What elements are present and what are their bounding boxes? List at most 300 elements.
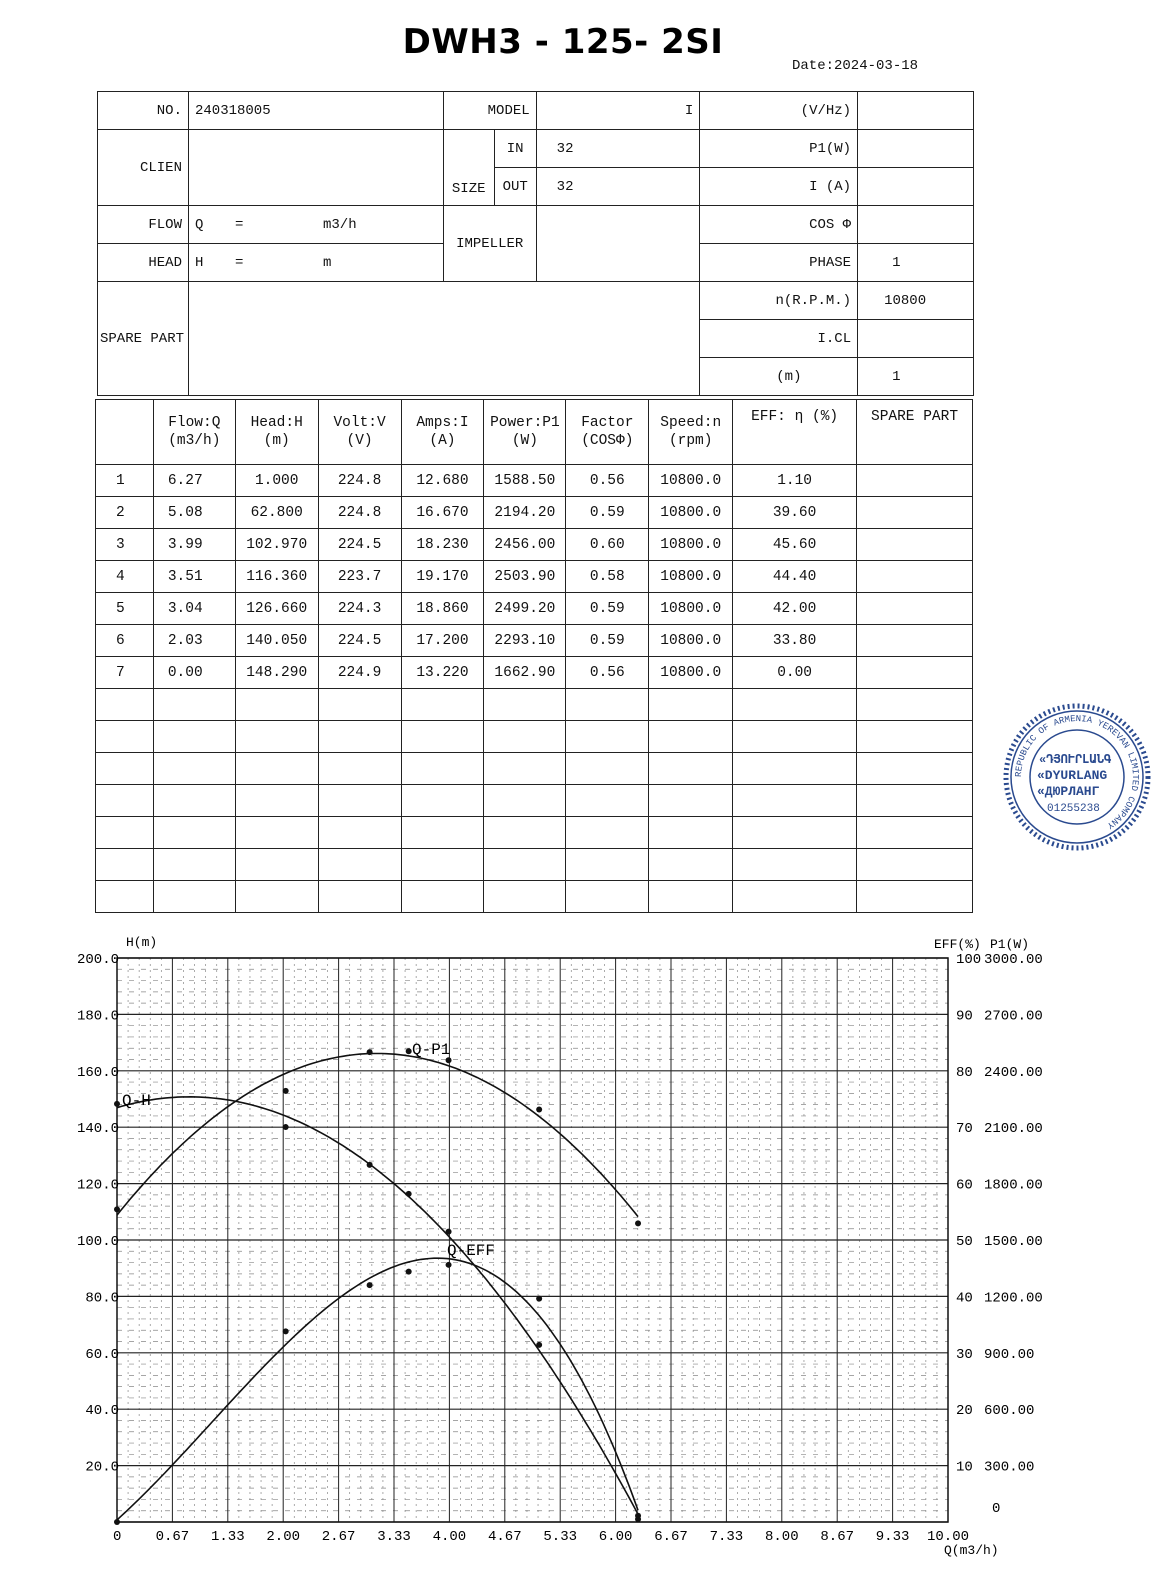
p1-tick-label: 2100.00 — [984, 1121, 1043, 1138]
y-tick-label: 120.0 — [76, 1177, 119, 1194]
table-cell — [566, 881, 649, 913]
p1-axis-title: P1(W) — [990, 937, 1030, 952]
table-cell — [566, 689, 649, 721]
empty-table-row — [96, 721, 973, 753]
column-header-title: Speed:n — [660, 415, 722, 431]
table-cell — [733, 689, 857, 721]
performance-chart — [0, 925, 1126, 1585]
table-cell — [96, 881, 154, 913]
table-cell — [484, 817, 566, 849]
table-cell — [96, 817, 154, 849]
table-cell — [857, 497, 973, 529]
spare-part-value — [188, 282, 699, 396]
head-eq: = — [234, 254, 244, 271]
table-cell: 0.58 — [566, 561, 649, 593]
table-cell — [401, 721, 484, 753]
column-header — [484, 400, 566, 465]
flow-unit: m3/h — [322, 216, 357, 233]
vhz-value — [858, 92, 974, 130]
table-header-row — [96, 400, 973, 465]
table-cell — [153, 753, 235, 785]
column-header-title: Amps:I — [416, 415, 469, 431]
table-row — [96, 593, 973, 625]
x-tick-label: 4.00 — [432, 1529, 467, 1545]
data-point-q-h — [406, 1191, 412, 1197]
table-cell — [857, 721, 973, 753]
table-row — [96, 657, 973, 689]
table-cell: 1 — [96, 465, 154, 497]
column-header — [235, 400, 318, 465]
x-tick-label: 6.00 — [598, 1529, 633, 1545]
table-cell — [401, 753, 484, 785]
empty-table-row — [96, 785, 973, 817]
phase-label: PHASE — [700, 244, 858, 282]
data-point-q-eff — [536, 1296, 542, 1302]
stamp-line-armenian: «ԴՅՈՒՐԼԱՆԳ — [1039, 753, 1112, 767]
eff-tick-label: 10 — [956, 1459, 973, 1476]
flow-value — [188, 206, 443, 244]
table-cell: 140.050 — [235, 625, 318, 657]
table-cell — [566, 849, 649, 881]
table-cell: 6.27 — [153, 465, 235, 497]
table-cell — [401, 817, 484, 849]
table-cell: 2499.20 — [484, 593, 566, 625]
table-cell: 224.5 — [318, 625, 401, 657]
eff-tick-label: 40 — [956, 1290, 973, 1307]
p1-tick-label: 900.00 — [984, 1346, 1035, 1363]
table-cell: 1.10 — [733, 465, 857, 497]
table-cell — [649, 785, 733, 817]
y-axis-title: H(m) — [126, 935, 158, 950]
table-cell — [857, 529, 973, 561]
table-cell — [96, 753, 154, 785]
y-tick-label: 140.0 — [76, 1121, 119, 1138]
client-label: CLIEN — [98, 130, 189, 206]
table-cell: 224.5 — [318, 529, 401, 561]
table-cell: 10800.0 — [649, 561, 733, 593]
report-date: Date:2024-03-18 — [792, 58, 919, 74]
table-cell — [649, 881, 733, 913]
table-cell — [96, 689, 154, 721]
column-header — [318, 400, 401, 465]
in-value: 32 — [536, 130, 700, 168]
table-cell — [96, 849, 154, 881]
series-label-q-p1: Q-P1 — [412, 1041, 451, 1059]
data-point-q-h — [283, 1124, 289, 1130]
table-cell: 223.7 — [318, 561, 401, 593]
data-point-q-p1 — [536, 1106, 542, 1112]
data-point-q-h — [114, 1101, 120, 1107]
p1-tick-label: 3000.00 — [984, 952, 1043, 968]
table-cell — [733, 721, 857, 753]
table-cell — [235, 817, 318, 849]
table-cell — [733, 753, 857, 785]
table-cell — [566, 785, 649, 817]
table-cell — [649, 721, 733, 753]
table-cell — [566, 817, 649, 849]
table-cell — [733, 817, 857, 849]
impeller-value — [536, 206, 700, 282]
table-cell — [153, 721, 235, 753]
table-cell: 33.80 — [733, 625, 857, 657]
table-cell — [649, 849, 733, 881]
column-header-title: SPARE PART — [871, 409, 959, 425]
x-tick-label: 6.67 — [654, 1529, 688, 1545]
eff-tick-label: 30 — [956, 1346, 973, 1363]
in-label: IN — [494, 130, 536, 168]
table-cell: 0.00 — [153, 657, 235, 689]
x-tick-label: 8.67 — [820, 1529, 855, 1545]
table-row — [96, 561, 973, 593]
table-cell: 7 — [96, 657, 154, 689]
table-cell — [235, 881, 318, 913]
table-cell — [649, 817, 733, 849]
table-cell: 0.56 — [566, 465, 649, 497]
column-header-unit: (m3/h) — [168, 433, 221, 449]
table-cell — [649, 753, 733, 785]
column-header-unit: (V) — [346, 433, 373, 449]
m-label: (m) — [700, 358, 858, 396]
p1-value — [858, 130, 974, 168]
table-cell — [96, 785, 154, 817]
x-tick-label: 0 — [113, 1529, 122, 1545]
table-cell: 18.230 — [401, 529, 484, 561]
table-cell — [484, 753, 566, 785]
table-cell: 2293.10 — [484, 625, 566, 657]
table-row — [96, 529, 973, 561]
no-label: NO. — [98, 92, 189, 130]
table-cell: 0.59 — [566, 593, 649, 625]
y-tick-label: 60.0 — [85, 1346, 119, 1363]
table-cell — [484, 849, 566, 881]
table-cell: 3.51 — [153, 561, 235, 593]
info-table — [97, 91, 974, 396]
current-label: I (A) — [700, 168, 858, 206]
table-cell — [857, 689, 973, 721]
column-header-title: Flow:Q — [168, 415, 221, 431]
table-cell: 0.60 — [566, 529, 649, 561]
column-header — [649, 400, 733, 465]
y-tick-label: 100.0 — [76, 1234, 119, 1250]
y-tick-label: 80.0 — [85, 1290, 119, 1307]
table-cell: 116.360 — [235, 561, 318, 593]
table-cell — [857, 849, 973, 881]
table-cell: 13.220 — [401, 657, 484, 689]
table-cell: 224.9 — [318, 657, 401, 689]
column-header-title: Head:H — [250, 415, 303, 431]
table-cell — [484, 721, 566, 753]
column-header-unit: (rpm) — [668, 433, 713, 449]
out-value: 32 — [536, 168, 700, 206]
table-cell — [235, 689, 318, 721]
table-cell: 3 — [96, 529, 154, 561]
stamp-line-cyrillic: «ДЮРЛАНГ — [1037, 784, 1100, 799]
table-row — [96, 497, 973, 529]
table-cell: 16.670 — [401, 497, 484, 529]
data-point-q-h — [536, 1342, 542, 1348]
x-tick-label: 3.33 — [377, 1529, 411, 1545]
stamp-line-latin: «DYURLANG — [1037, 768, 1108, 783]
m-value: 1 — [858, 358, 974, 396]
p1-tick-label: 2400.00 — [984, 1064, 1043, 1081]
stamp-number: 01255238 — [1047, 803, 1100, 815]
phase-value: 1 — [858, 244, 974, 282]
flow-eq: = — [234, 216, 244, 233]
spare-part-label: SPARE PART — [98, 282, 189, 396]
y-tick-label: 180.0 — [76, 1008, 119, 1025]
eff-tick-label: 20 — [956, 1403, 973, 1420]
table-cell: 1662.90 — [484, 657, 566, 689]
model-label: MODEL — [443, 92, 536, 130]
table-cell: 0.56 — [566, 657, 649, 689]
empty-table-row — [96, 849, 973, 881]
y-tick-label: 40.0 — [85, 1403, 119, 1420]
out-label: OUT — [494, 168, 536, 206]
x-tick-label: 5.33 — [543, 1529, 578, 1545]
table-cell: 5 — [96, 593, 154, 625]
table-cell: 3.99 — [153, 529, 235, 561]
series-label-q-eff: Q-EFF — [447, 1242, 496, 1260]
table-cell: 0.00 — [733, 657, 857, 689]
table-cell: 126.660 — [235, 593, 318, 625]
eff-tick-label: 70 — [956, 1121, 973, 1138]
table-cell: 0.59 — [566, 625, 649, 657]
table-cell: 10800.0 — [649, 593, 733, 625]
eff-tick-label: 100 — [956, 952, 982, 968]
table-cell — [153, 689, 235, 721]
table-cell — [235, 785, 318, 817]
series-label-q-h: Q-H — [122, 1092, 151, 1110]
x-tick-label: 0.67 — [155, 1529, 190, 1545]
x-tick-label: 9.33 — [875, 1529, 910, 1545]
x-axis-title: Q(m3/h) — [944, 1543, 999, 1558]
rpm-value: 10800 — [858, 282, 974, 320]
data-point-q-eff — [114, 1519, 120, 1525]
flow-label: FLOW — [98, 206, 189, 244]
column-header-title: Factor — [581, 415, 634, 431]
table-cell — [153, 785, 235, 817]
data-point-q-h — [367, 1162, 373, 1168]
data-point-q-eff — [367, 1282, 373, 1288]
client-value — [188, 130, 443, 206]
vhz-label: (V/Hz) — [700, 92, 858, 130]
rpm-label: n(R.P.M.) — [700, 282, 858, 320]
table-cell: 45.60 — [733, 529, 857, 561]
table-cell: 2.03 — [153, 625, 235, 657]
head-h: H — [194, 254, 204, 271]
p1-tick-label: 1800.00 — [984, 1177, 1043, 1194]
table-cell — [96, 721, 154, 753]
table-cell — [733, 881, 857, 913]
table-row — [96, 465, 973, 497]
test-data-table — [95, 399, 973, 913]
table-cell: 42.00 — [733, 593, 857, 625]
table-cell: 6 — [96, 625, 154, 657]
table-cell — [318, 753, 401, 785]
table-cell — [857, 593, 973, 625]
x-tick-label: 8.00 — [764, 1529, 799, 1545]
table-cell — [235, 849, 318, 881]
head-value — [188, 244, 443, 282]
table-cell — [649, 689, 733, 721]
impeller-label: IMPELLER — [443, 206, 536, 282]
table-cell — [318, 849, 401, 881]
data-point-q-eff — [635, 1513, 641, 1519]
table-cell: 224.8 — [318, 465, 401, 497]
column-header — [733, 400, 857, 465]
eff-tick-label: 50 — [956, 1234, 973, 1250]
p1-tick-label: 0 — [992, 1501, 1001, 1517]
eff-tick-label: 90 — [956, 1008, 973, 1025]
table-cell — [235, 753, 318, 785]
p1-tick-label: 1200.00 — [984, 1290, 1043, 1307]
cosphi-value — [858, 206, 974, 244]
data-point-q-p1 — [406, 1048, 412, 1054]
x-tick-label: 2.67 — [321, 1529, 356, 1545]
eff-tick-label: 60 — [956, 1177, 973, 1194]
table-cell: 1588.50 — [484, 465, 566, 497]
x-tick-label: 4.67 — [487, 1529, 522, 1545]
table-cell: 3.04 — [153, 593, 235, 625]
data-point-q-eff — [446, 1262, 452, 1268]
table-cell: 39.60 — [733, 497, 857, 529]
table-cell: 62.800 — [235, 497, 318, 529]
eff-tick-label: 80 — [956, 1064, 973, 1081]
cosphi-label: COS Φ — [700, 206, 858, 244]
table-cell: 10800.0 — [649, 529, 733, 561]
table-cell — [401, 881, 484, 913]
model-value: I — [536, 92, 700, 130]
table-cell — [318, 721, 401, 753]
table-cell — [566, 721, 649, 753]
column-header — [401, 400, 484, 465]
table-cell: 10800.0 — [649, 657, 733, 689]
table-cell — [318, 817, 401, 849]
icl-value — [858, 320, 974, 358]
column-header — [857, 400, 973, 465]
data-point-q-h — [446, 1229, 452, 1235]
p1-tick-label: 600.00 — [984, 1403, 1035, 1420]
table-cell: 2456.00 — [484, 529, 566, 561]
column-header — [96, 400, 154, 465]
table-cell — [235, 721, 318, 753]
column-header-title: EFF: η (%) — [751, 409, 839, 425]
head-unit: m — [322, 254, 332, 271]
company-stamp — [1003, 703, 1151, 851]
table-cell: 5.08 — [153, 497, 235, 529]
table-cell: 0.59 — [566, 497, 649, 529]
column-header — [566, 400, 649, 465]
table-cell — [857, 657, 973, 689]
chart-grid — [117, 958, 948, 1522]
table-cell: 4 — [96, 561, 154, 593]
table-cell — [857, 625, 973, 657]
table-cell: 148.290 — [235, 657, 318, 689]
table-cell — [857, 561, 973, 593]
table-cell — [318, 881, 401, 913]
data-point-q-p1 — [367, 1049, 373, 1055]
table-cell: 224.3 — [318, 593, 401, 625]
p1-tick-label: 1500.00 — [984, 1234, 1043, 1250]
chart-series — [114, 1041, 641, 1525]
table-cell — [857, 785, 973, 817]
table-cell — [153, 849, 235, 881]
table-cell — [484, 689, 566, 721]
no-value: 240318005 — [188, 92, 443, 130]
empty-table-row — [96, 753, 973, 785]
table-cell — [857, 753, 973, 785]
table-cell: 12.680 — [401, 465, 484, 497]
table-cell: 17.200 — [401, 625, 484, 657]
table-cell — [484, 785, 566, 817]
table-row — [96, 625, 973, 657]
table-cell — [153, 817, 235, 849]
column-header-unit: (m) — [263, 433, 290, 449]
empty-table-row — [96, 881, 973, 913]
table-cell: 2194.20 — [484, 497, 566, 529]
column-header — [153, 400, 235, 465]
table-cell — [401, 849, 484, 881]
data-point-q-p1 — [283, 1088, 289, 1094]
table-cell — [733, 785, 857, 817]
table-cell: 19.170 — [401, 561, 484, 593]
head-label: HEAD — [98, 244, 189, 282]
p1-tick-label: 300.00 — [984, 1459, 1035, 1476]
column-header-title: Volt:V — [333, 415, 386, 431]
table-cell — [318, 689, 401, 721]
page-title: DWH3 - 125- 2SI — [402, 22, 724, 62]
table-cell — [153, 881, 235, 913]
table-cell: 1.000 — [235, 465, 318, 497]
column-header-title: Power:P1 — [490, 415, 560, 431]
column-header-unit: (COSΦ) — [581, 433, 634, 449]
x-tick-label: 2.00 — [266, 1529, 301, 1545]
eff-axis-title: EFF(%) — [934, 937, 981, 952]
table-cell — [733, 849, 857, 881]
data-point-q-eff — [283, 1328, 289, 1334]
empty-table-row — [96, 689, 973, 721]
stamp-ring-text: REPUBLIC OF ARMENIA YEREVAN LIMITED COMPANY — [1013, 713, 1141, 831]
x-tick-label: 1.33 — [210, 1529, 245, 1545]
table-cell — [484, 881, 566, 913]
empty-table-row — [96, 817, 973, 849]
current-value — [858, 168, 974, 206]
table-cell — [401, 785, 484, 817]
table-cell: 18.860 — [401, 593, 484, 625]
table-cell — [566, 753, 649, 785]
p1-tick-label: 2700.00 — [984, 1008, 1043, 1025]
column-header-unit: (W) — [511, 433, 538, 449]
table-cell — [401, 689, 484, 721]
table-cell: 224.8 — [318, 497, 401, 529]
column-header-unit: (A) — [429, 433, 456, 449]
data-point-q-eff — [406, 1269, 412, 1275]
table-cell: 10800.0 — [649, 465, 733, 497]
data-point-q-p1 — [114, 1206, 120, 1212]
table-cell: 2503.90 — [484, 561, 566, 593]
size-label: SIZE — [443, 130, 494, 206]
table-cell: 102.970 — [235, 529, 318, 561]
table-cell: 10800.0 — [649, 497, 733, 529]
y-tick-label: 20.0 — [85, 1459, 119, 1476]
table-cell — [318, 785, 401, 817]
table-cell — [857, 881, 973, 913]
data-point-q-p1 — [635, 1220, 641, 1226]
x-tick-label: 7.33 — [709, 1529, 744, 1545]
flow-q: Q — [194, 216, 204, 233]
y-tick-label: 200.0 — [76, 952, 119, 968]
x-tick-label: 10.00 — [926, 1529, 970, 1545]
